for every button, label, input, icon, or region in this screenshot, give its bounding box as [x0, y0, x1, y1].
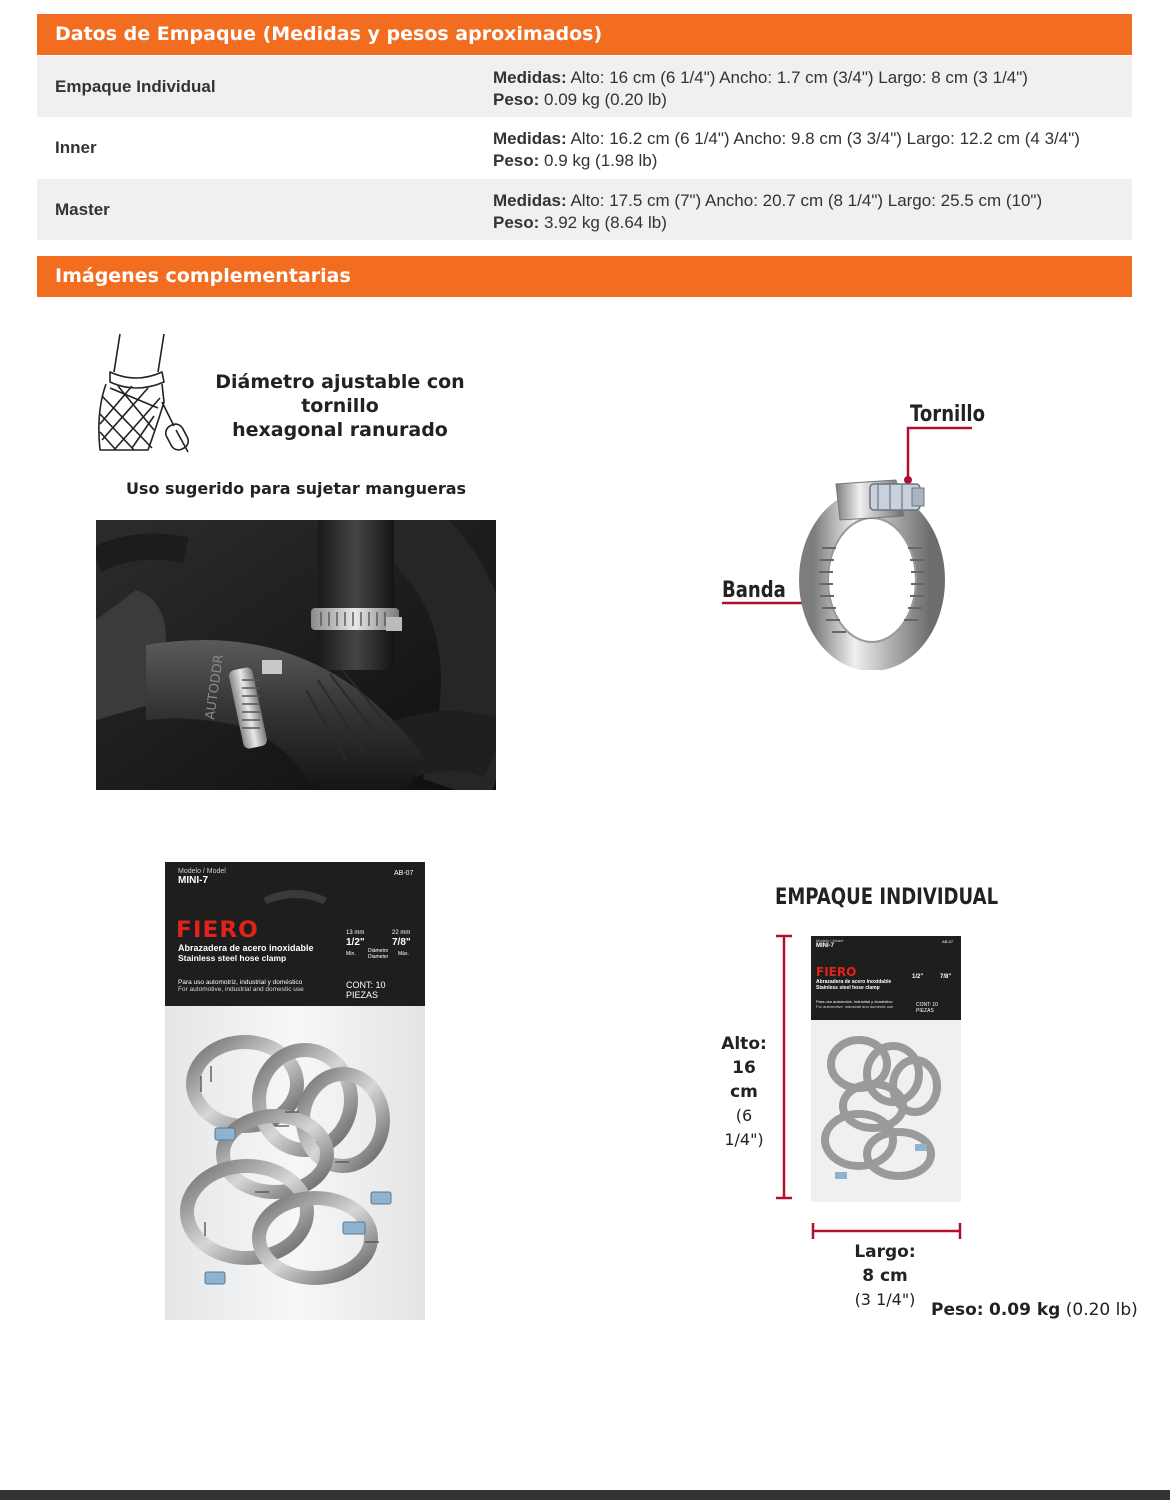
package-card-header	[176, 868, 418, 1000]
height-dimension-label: Alto: 16 cm (6 1/4")	[721, 1034, 767, 1149]
hose-clamp-diagram	[700, 420, 990, 670]
package-model-label: Modelo / Model	[178, 868, 226, 875]
measures-label: Medidas:	[493, 68, 567, 87]
images-section-header	[37, 256, 1132, 297]
footer-bar	[0, 1490, 1170, 1500]
row-label: Inner	[55, 138, 97, 157]
measures-label: Medidas:	[493, 129, 567, 148]
feature-line-1: Diámetro ajustable con tornillo	[215, 371, 465, 417]
package-diameter-label: Diámetro	[368, 948, 389, 954]
package-min-mm: 13 mm	[346, 930, 365, 936]
individual-package-brand-logo: FIERO	[816, 965, 857, 979]
package-min-in: 1/2"	[346, 937, 365, 948]
packing-section-title: Datos de Empaque (Medidas y pesos aproximados)	[55, 23, 603, 45]
measures-value: Alto: 17.5 cm (7") Ancho: 20.7 cm (8 1/4") Largo: 25.5 cm (10")	[566, 191, 1043, 210]
length-dimension-label: Largo: 8 cm (3 1/4")	[854, 1242, 916, 1309]
package-diameter-label-en: Diameter	[368, 954, 389, 960]
table-row	[37, 56, 1132, 117]
feature-caption	[185, 370, 495, 442]
package-model: MINI-7	[178, 875, 208, 886]
measures-value: Alto: 16 cm (6 1/4") Ancho: 1.7 cm (3/4") Largo: 8 cm (3 1/4")	[566, 68, 1028, 87]
package-min-label: Mín.	[346, 951, 356, 957]
usage-caption: Uso sugerido para sujetar mangueras	[125, 479, 467, 498]
package-code: AB-07	[394, 870, 414, 877]
package-product-es: Abrazadera de acero inoxidable	[178, 943, 314, 953]
package-brand-logo: FIERO	[176, 918, 259, 943]
row-label: Empaque Individual	[55, 77, 216, 96]
package-max-label: Máx.	[398, 951, 409, 957]
images-section-title: Imágenes complementarias	[55, 265, 351, 287]
weight-label: Peso:	[493, 90, 540, 109]
band-label: Banda	[722, 578, 786, 603]
package-content: CONT: 10 PIEZAS	[346, 980, 386, 1000]
weight-value: 0.09 kg (0.20 lb)	[539, 90, 667, 109]
weight-label: Peso:	[493, 151, 540, 170]
weight-value: 0.9 kg (1.98 lb)	[539, 151, 658, 170]
package-product-en: Stainless steel hose clamp	[178, 953, 287, 963]
package-use-en: For automotive, industrial and domestic use	[178, 986, 304, 993]
table-row	[37, 179, 1132, 240]
individual-package-card-header: Modelo / Model MINI-7 AB-07 FIERO Abrazadera de acero inoxidable Stainless steel hose clamp 1/2" 7/8" Para uso automotriz, industrial y doméstico For automotive, industrial and domestic use CONT: 10 PIEZAS	[816, 938, 956, 1009]
row-value	[493, 67, 1113, 111]
measures-value: Alto: 16.2 cm (6 1/4") Ancho: 9.8 cm (3 3/4") Largo: 12.2 cm (4 3/4")	[566, 129, 1080, 148]
screw-label: Tornillo	[910, 402, 985, 427]
packing-section-header	[37, 14, 1132, 55]
table-row	[37, 117, 1132, 178]
feature-line-2: hexagonal ranurado	[232, 419, 448, 441]
package-use-es: Para uso automotriz, industrial y doméstico	[178, 979, 303, 986]
package-max-mm: 22 mm	[392, 930, 411, 936]
hose-brand-text: AUTODDR	[203, 653, 228, 721]
weight-dimension-label: Peso: 0.09 kg (0.20 lb)	[931, 1300, 1138, 1320]
row-label: Master	[55, 200, 110, 219]
weight-label: Peso:	[493, 213, 540, 232]
row-value	[493, 128, 1113, 172]
row-value	[493, 190, 1113, 234]
engine-hose-photo	[96, 520, 496, 790]
individual-package-title: EMPAQUE INDIVIDUAL	[775, 885, 999, 910]
package-max-in: 7/8"	[392, 937, 411, 948]
measures-label: Medidas:	[493, 191, 567, 210]
weight-value: 3.92 kg (8.64 lb)	[539, 213, 667, 232]
